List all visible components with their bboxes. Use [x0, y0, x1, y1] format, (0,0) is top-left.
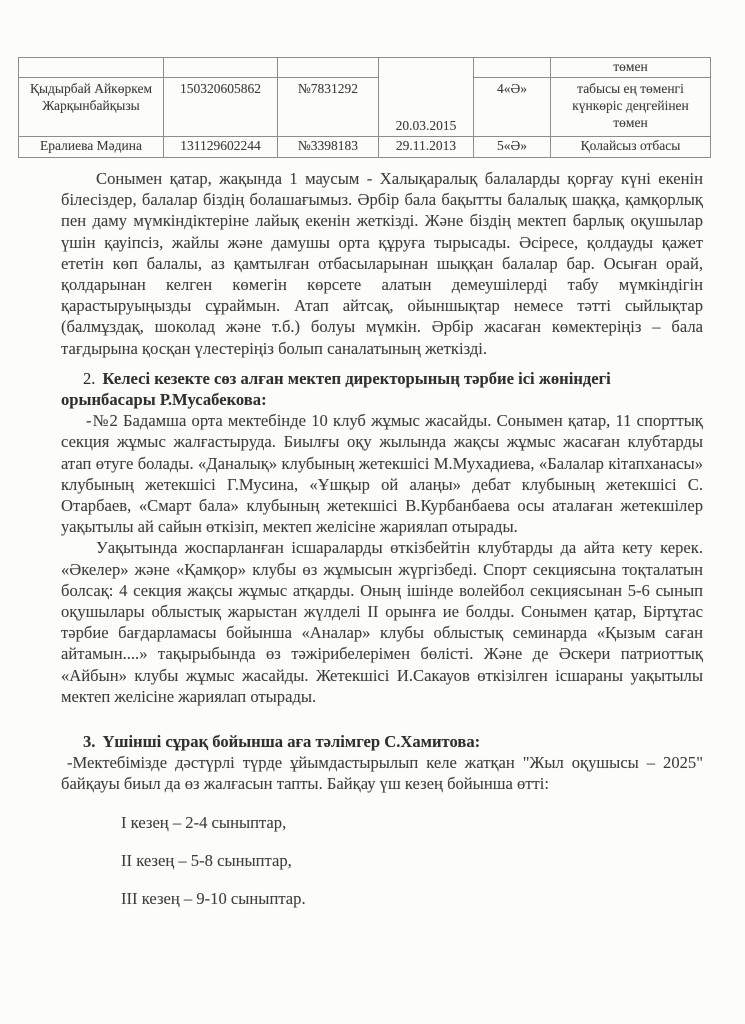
- students-table: [18, 57, 711, 158]
- section-2-number: 2.: [83, 368, 96, 388]
- table-cell-status: Қолайсыз отбасы: [551, 136, 711, 157]
- table-cell-student-name: Ералиева Мәдина: [19, 136, 164, 157]
- table-cell-birthdate: 29.11.2013: [379, 136, 474, 157]
- table-cell-student-name: Қыдырбай Айкөркем Жарқынбайқызы: [19, 77, 164, 136]
- document-body: [61, 168, 703, 926]
- table-cell-iin: 150320605862: [164, 77, 278, 136]
- table-cell-iin: 131129602244: [164, 136, 278, 157]
- table-row-student: [19, 77, 711, 136]
- section-3-number: 3.: [83, 732, 96, 752]
- table-row-student: [19, 136, 711, 157]
- section-2-title: Келесі кезекте сөз алған мектеп директорының тәрбие ісі жөніндегі орынбасары Р.Мусабекова:: [61, 368, 611, 410]
- table-cell-empty: [278, 58, 379, 78]
- section-3-title: Үшінші сұрақ бойынша аға тәлімгер С.Хамитова:: [102, 732, 481, 752]
- contest-stages-list: [61, 812, 703, 910]
- stage-item: І кезең – 2-4 сыныптар,: [121, 812, 287, 832]
- section-2-heading: [61, 368, 703, 410]
- table-cell-class: 5«Ә»: [474, 136, 551, 157]
- section-3-paragraph: -Мектебімізде дәстүрлі түрде ұйымдастырылып келе жатқан "Жыл оқушысы – 2025" байқауы биыл да өз жалғасын тапты. Байқау үш кезең бойынша өтті:: [61, 753, 703, 794]
- table-row-continuation: [19, 58, 711, 78]
- table-cell-doc-number: №7831292: [278, 77, 379, 136]
- table-cell-empty: [474, 58, 551, 78]
- table-cell-birthdate: 20.03.2015: [379, 58, 474, 137]
- table-cell-empty: [164, 58, 278, 78]
- section-2-paragraph-1: -№2 Бадамша орта мектебінде 10 клуб жұмыс жасайды. Сонымен қатар, 11 спорттық секция жұмыс жалғастыруда. Биылғы оқу жылында жақсы жұмыс жасаған клубтарды атап өтуге болады. «Даналық» клубының жетекшісі М.Мухадиева, «Балалар кітапханасы» клубының жетекшісі Г.Мусина, «Ұшқыр ой алаңы» дебат клубының жетекшісі С. Отарбаев, «Смарт бала» клубының жетекшісі В.Курбанбаева осы аталаған жетекшілер уақытылы ай сайын өткізіп, мектеп желісіне жариялап отырады.: [61, 411, 703, 537]
- table-cell-empty: [19, 58, 164, 78]
- table-cell-doc-number: №3398183: [278, 136, 379, 157]
- intro-paragraph: Сонымен қатар, жақында 1 маусым - Халықаралық балаларды қорғау күні екенін білесіздер, балалар біздің болашағымыз. Әрбір бала бақытты балалық шаққа, қамқорлық пен даму мүмкіндіктеріне лайық екенін жеткізді. Және біздің мектеп барлық оқушылар үшін қауіпсіз, жайлы және дамушы орта құруға тырысады. Әсіресе, қолдауды қажет ететін көп балалы, аз қамтылған отбасыларынан шыққан балалар бар. Осыған орай, қолдарынан келген көмегін көрсете алатын демеушілерді табу мүмкіндігін қарастыруыңызды сұраймын. Атап айтсақ, ойыншықтар немесе тәтті сыйлықтар (балмұздақ, шоколад және т.б.) болуы мүмкін. Әрбір жасаған көмектеріңіз – бала тағдырына қосқан үлестеріңіз болып саналатының жеткізді.: [61, 169, 703, 358]
- section-2-paragraph-2: Уақытында жоспарланған ісшараларды өткізбейтін клубтарды да айта кету керек. «Әкелер» және «Қамқор» клубы өз жұмысын жүргізбеді. Спорт секциясына тоқталатын болсақ: 4 секция жақсы жұмыс атқарды. Оның ішінде волейбол секциясынан 5-6 сынып оқушылары облыстық жарыстан жүлделі ІІ орынға ие болды. Сонымен қатар, Біртұтас тәрбие бағдарламасы бойынша «Аналар» клубы облыстық семинарда «Қызым саған айтамын....» тақырыбында өз тәжірибелерімен бөлісті. Және де Әскери патриоттық «Айбын» клубы жұмыс жасайды. Жетекшісі И.Сакауов өткізілген ісшараны уақытылы мектеп желісіне жариялап отырады.: [61, 538, 703, 706]
- table-cell-class: 4«Ә»: [474, 77, 551, 136]
- table-cell-status: табысы ең төменгі күнкөріс деңгейінен төмен: [551, 77, 711, 136]
- stage-item: ІІ кезең – 5-8 сыныптар,: [121, 850, 292, 870]
- section-3-heading: [61, 731, 703, 752]
- stage-item: ІІІ кезең – 9-10 сыныптар.: [121, 889, 306, 909]
- table-cell-status: төмен: [551, 58, 711, 78]
